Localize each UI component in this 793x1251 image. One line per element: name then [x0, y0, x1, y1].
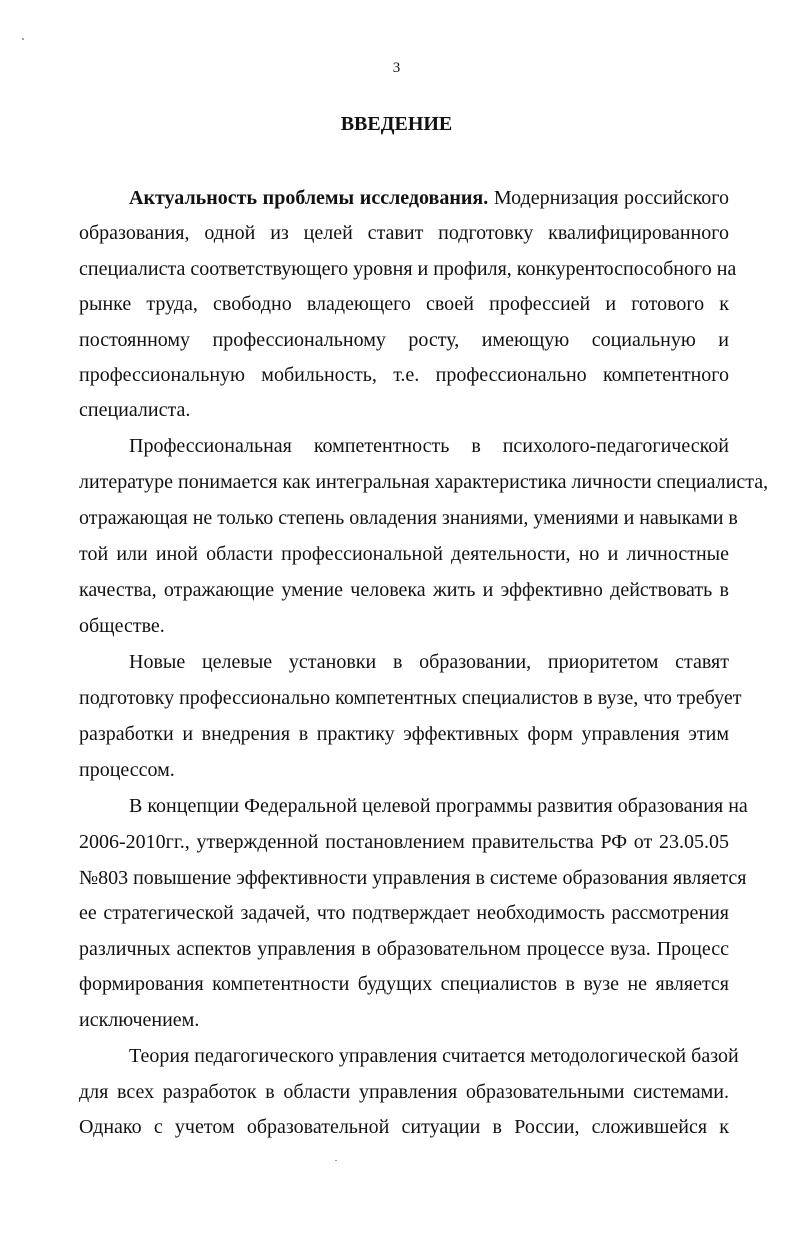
paragraph-line: формирования компетентности будущих специалистов в вузе не является — [79, 973, 729, 995]
paragraph-line: профессиональную мобильность, т.е. профессионально компетентного — [79, 364, 729, 386]
paragraph-line: В концепции Федеральной целевой программы развития образования на — [129, 795, 748, 817]
paragraph-lead: Актуальность проблемы исследования. — [129, 187, 489, 209]
scan-speck-icon — [335, 1160, 337, 1161]
paragraph-line: подготовку профессионально компетентных специалистов в вузе, что требует — [79, 687, 742, 709]
section-heading: ВВЕДЕНИЕ — [340, 113, 453, 135]
paragraph-line: рынке труда, свободно владеющего своей профессией и готового к — [79, 293, 729, 315]
paragraph-line: различных аспектов управления в образовательном процессе вуза. Процесс — [79, 938, 729, 960]
paragraph-line: Теория педагогического управления считается методологической базой — [129, 1045, 739, 1067]
scan-speck-icon — [22, 38, 24, 40]
paragraph-line: литературе понимается как интегральная характеристика личности специалиста, — [79, 471, 769, 493]
paragraph-line: процессом. — [79, 759, 175, 781]
paragraph-line: исключением. — [79, 1009, 200, 1031]
paragraph-line: постоянному профессиональному росту, имеющую социальную и — [79, 329, 729, 351]
paragraph-line: специалиста. — [79, 399, 191, 421]
paragraph-line: 2006-2010гг., утвержденной постановлением правительства РФ от 23.05.05 — [79, 831, 729, 853]
paragraph-line: образования, одной из целей ставит подготовку квалифицированного — [79, 222, 729, 244]
paragraph-line: для всех разработок в области управления образовательными системами. — [79, 1081, 729, 1103]
page-number: 3 — [392, 60, 401, 76]
paragraph-line: Профессиональная компетентность в психолого-педагогической — [129, 435, 729, 457]
paragraph-line: Однако с учетом образовательной ситуации в России, сложившейся к — [79, 1116, 729, 1138]
paragraph-line: качества, отражающие умение человека жить и эффективно действовать в — [79, 579, 729, 601]
paragraph-line: той или иной области профессиональной деятельности, но и личностные — [79, 543, 729, 565]
paragraph-line: №803 повышение эффективности управления в системе образования является — [79, 867, 747, 889]
paragraph-line: Новые целевые установки в образовании, приоритетом ставят — [129, 651, 729, 673]
paragraph-line: обществе. — [79, 615, 165, 637]
paragraph-line: ее стратегической задачей, что подтверждает необходимость рассмотрения — [79, 902, 729, 924]
paragraph-text: Модернизация российского — [488, 187, 729, 209]
paragraph-line: отражающая не только степень овладения знаниями, умениями и навыками в — [79, 507, 738, 529]
paragraph-line: разработки и внедрения в практику эффективных форм управления этим — [79, 723, 729, 745]
paragraph-line: специалиста соответствующего уровня и профиля, конкурентоспособного на — [79, 258, 737, 280]
paragraph-line — [129, 185, 729, 211]
